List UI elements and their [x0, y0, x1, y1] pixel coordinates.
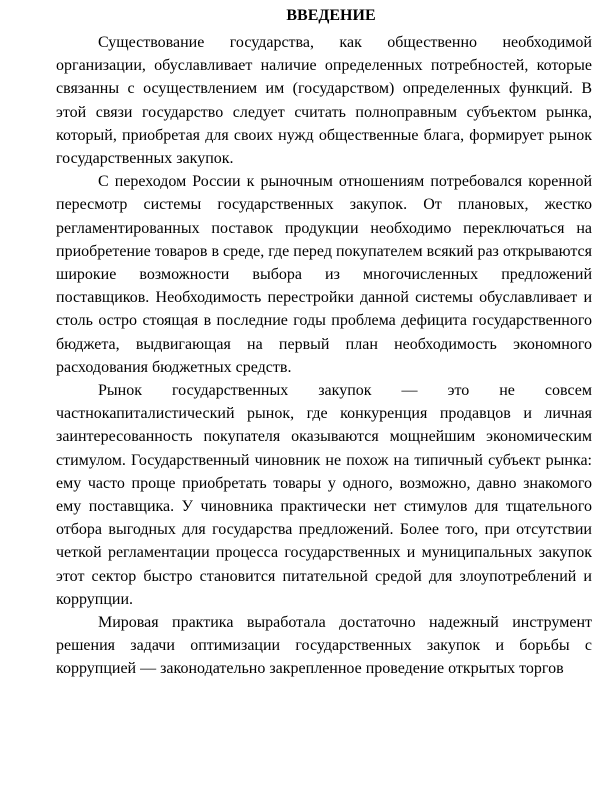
paragraph-4: Мировая практика выработала достаточно надежный инструмент решения задачи оптимизации государственных закупок и борьбы с коррупцией — законодательно закрепленное проведение открытых торгов	[56, 614, 592, 678]
paragraph-2: С переходом России к рыночным отношениям потребовался коренной пересмотр системы государственных закупок. От плановых, жестко регламентированных поставок продукции необходимо переключаться на приобретение товаров в среде, где перед покупателем всякий раз открываются широкие возможности выбора из многочисленных предложений поставщиков. Необходимость перестройки данной системы обуславливает и столь остро стоящая в последние годы проблема дефицита государственного бюджета, выдвигающая на первый план необходимость экономного расходования бюджетных средств.	[56, 173, 593, 376]
document-title: ВВЕДЕНИЕ	[286, 7, 376, 24]
paragraph-1: Существование государства, как общественно необходимой организации, обуславливает наличие определенных потребностей, которые связанны с осуществлением им (государством) определенных функций. В этой связи государство следует считать полноправным субъектом рынка, который, приобретая для своих нужд общественные блага, формирует рынок государственных закупок.	[56, 34, 592, 168]
paragraph-3: Рынок государственных закупок — это не совсем частнокапиталистический рынок, где конкуренция продавцов и личная заинтересованность покупателя оказываются мощнейшим экономическим стимулом. Государственный чиновник не похож на типичный субъект рынка: ему часто проще приобретать товары у одного, возможно, давно знакомого ему поставщика. У чиновника практически нет стимулов для тщательного отбора выгодных для государства предложений. Более того, при отсутствии четкой регламентации процесса государственных и муниципальных закупок этот сектор быстро становится питательной средой для злоупотреблений и коррупции.	[56, 382, 592, 608]
